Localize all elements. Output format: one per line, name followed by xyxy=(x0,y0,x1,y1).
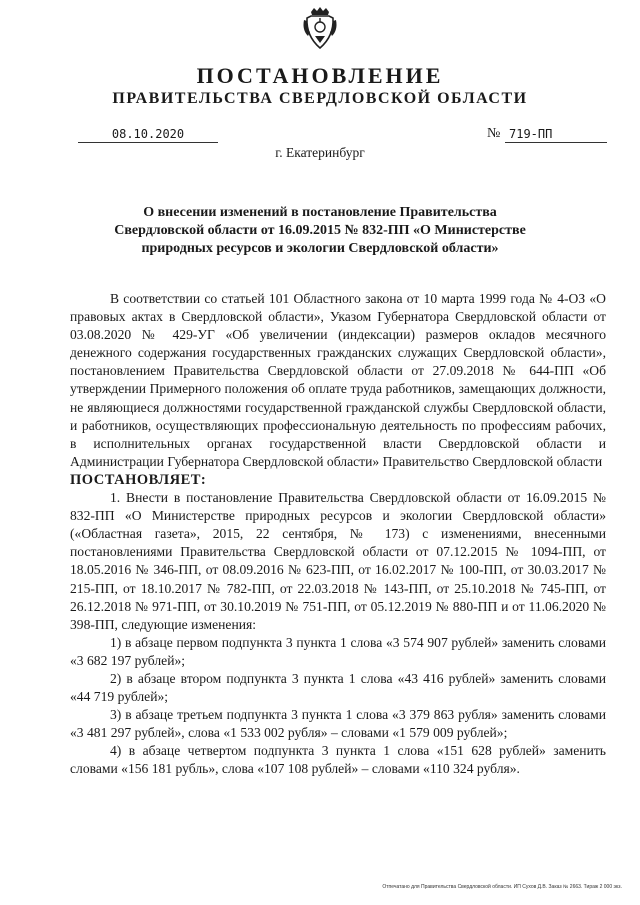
document-number: 719-ПП xyxy=(505,127,607,143)
preamble-paragraph: В соответствии со статьей 101 Областного закона от 10 марта 1999 года № 4-ОЗ «О правовых актах в Свердловской области», Указом Губернатора Свердловской области от 03.08.2020 № 429-УГ «Об увеличении (индексации) размеров окладов месячного денежного содержания государственных гражданских служащих Свердловской области», постановлением Правительства Свердловской области от 27.09.2018 № 644-ПП «Об утверждении Примерного положения об оплате труда работников, замещающих должности, не являющиеся должностями государственной гражданской службы Свердловской области, и работников, осуществляющих профессиональную деятельность по профессиям рабочих, в исполнительных органах государственной власти Свердловской области и Администрации Губернатора Свердловской области» Правительство Свердловской области xyxy=(70,291,606,469)
heading-line: О внесении изменений в постановление Правительства xyxy=(143,205,497,220)
subitem-4-paragraph: 4) в абзаце четвертом подпункта 3 пункта 1 слова «151 628 рублей» заменить словами «156 181 рубль», слова «107 108 рублей» – словами «110 324 рубля». xyxy=(70,743,606,777)
document-body xyxy=(70,290,606,779)
document-date: 08.10.2020 xyxy=(78,127,218,143)
subitem-3-paragraph: 3) в абзаце третьем подпункта 3 пункта 1 слова «3 379 863 рубля» заменить словами «3 481 297 рублей», слова «1 533 002 рубля» – словами «1 579 009 рублей»; xyxy=(70,707,606,741)
document-heading xyxy=(110,204,530,258)
subitem-1-paragraph: 1) в абзаце первом подпункта 3 пункта 1 слова «3 574 907 рублей» заменить словами «3 682 197 рублей»; xyxy=(70,634,606,668)
heading-line: природных ресурсов и экологии Свердловской области» xyxy=(141,241,499,256)
item-1-paragraph: 1. Внести в постановление Правительства Свердловской области от 16.09.2015 № 832-ПП «О Министерстве природных ресурсов и экологии Свердловской области» («Областная газета», 2015, 22 сентября, № 173) с изменениями, внесенными постановлениями Правительства Свердловской области от 07.12.2015 № 1094-ПП, от 18.05.2016 № 346-ПП, от 08.09.2016 № 623-ПП, от 16.02.2017 № 100-ПП, от 30.03.2017 № 215-ПП, от 18.10.2017 № 782-ПП, от 22.03.2018 № 143-ПП, от 25.10.2018 № 745-ПП, от 26.12.2018 № 971-ПП, от 30.10.2019 № 751-ПП, от 05.12.2019 № 880-ПП и от 11.06.2020 № 398-ПП, следующие изменения: xyxy=(70,490,606,632)
print-note: Отпечатано для Правительства Свердловской области. ИП Сухов Д.В. Заказ № 2663. Тираж 2 000 экз. xyxy=(382,884,622,890)
number-sign: № xyxy=(487,126,501,141)
coat-of-arms-icon xyxy=(302,6,338,50)
issuing-authority: ПРАВИТЕЛЬСТВА СВЕРДЛОВСКОЙ ОБЛАСТИ xyxy=(112,90,528,107)
city: г. Екатеринбург xyxy=(275,145,365,160)
heading-line: Свердловской области от 16.09.2015 № 832-ПП «О Министерстве xyxy=(114,223,526,238)
subitem-2-paragraph: 2) в абзаце втором подпункта 3 пункта 1 слова «43 416 рублей» заменить словами «44 719 рублей»; xyxy=(70,670,606,705)
resolve-heading: ПОСТАНОВЛЯЕТ: xyxy=(70,471,207,488)
document-title: ПОСТАНОВЛЕНИЕ xyxy=(196,63,444,88)
